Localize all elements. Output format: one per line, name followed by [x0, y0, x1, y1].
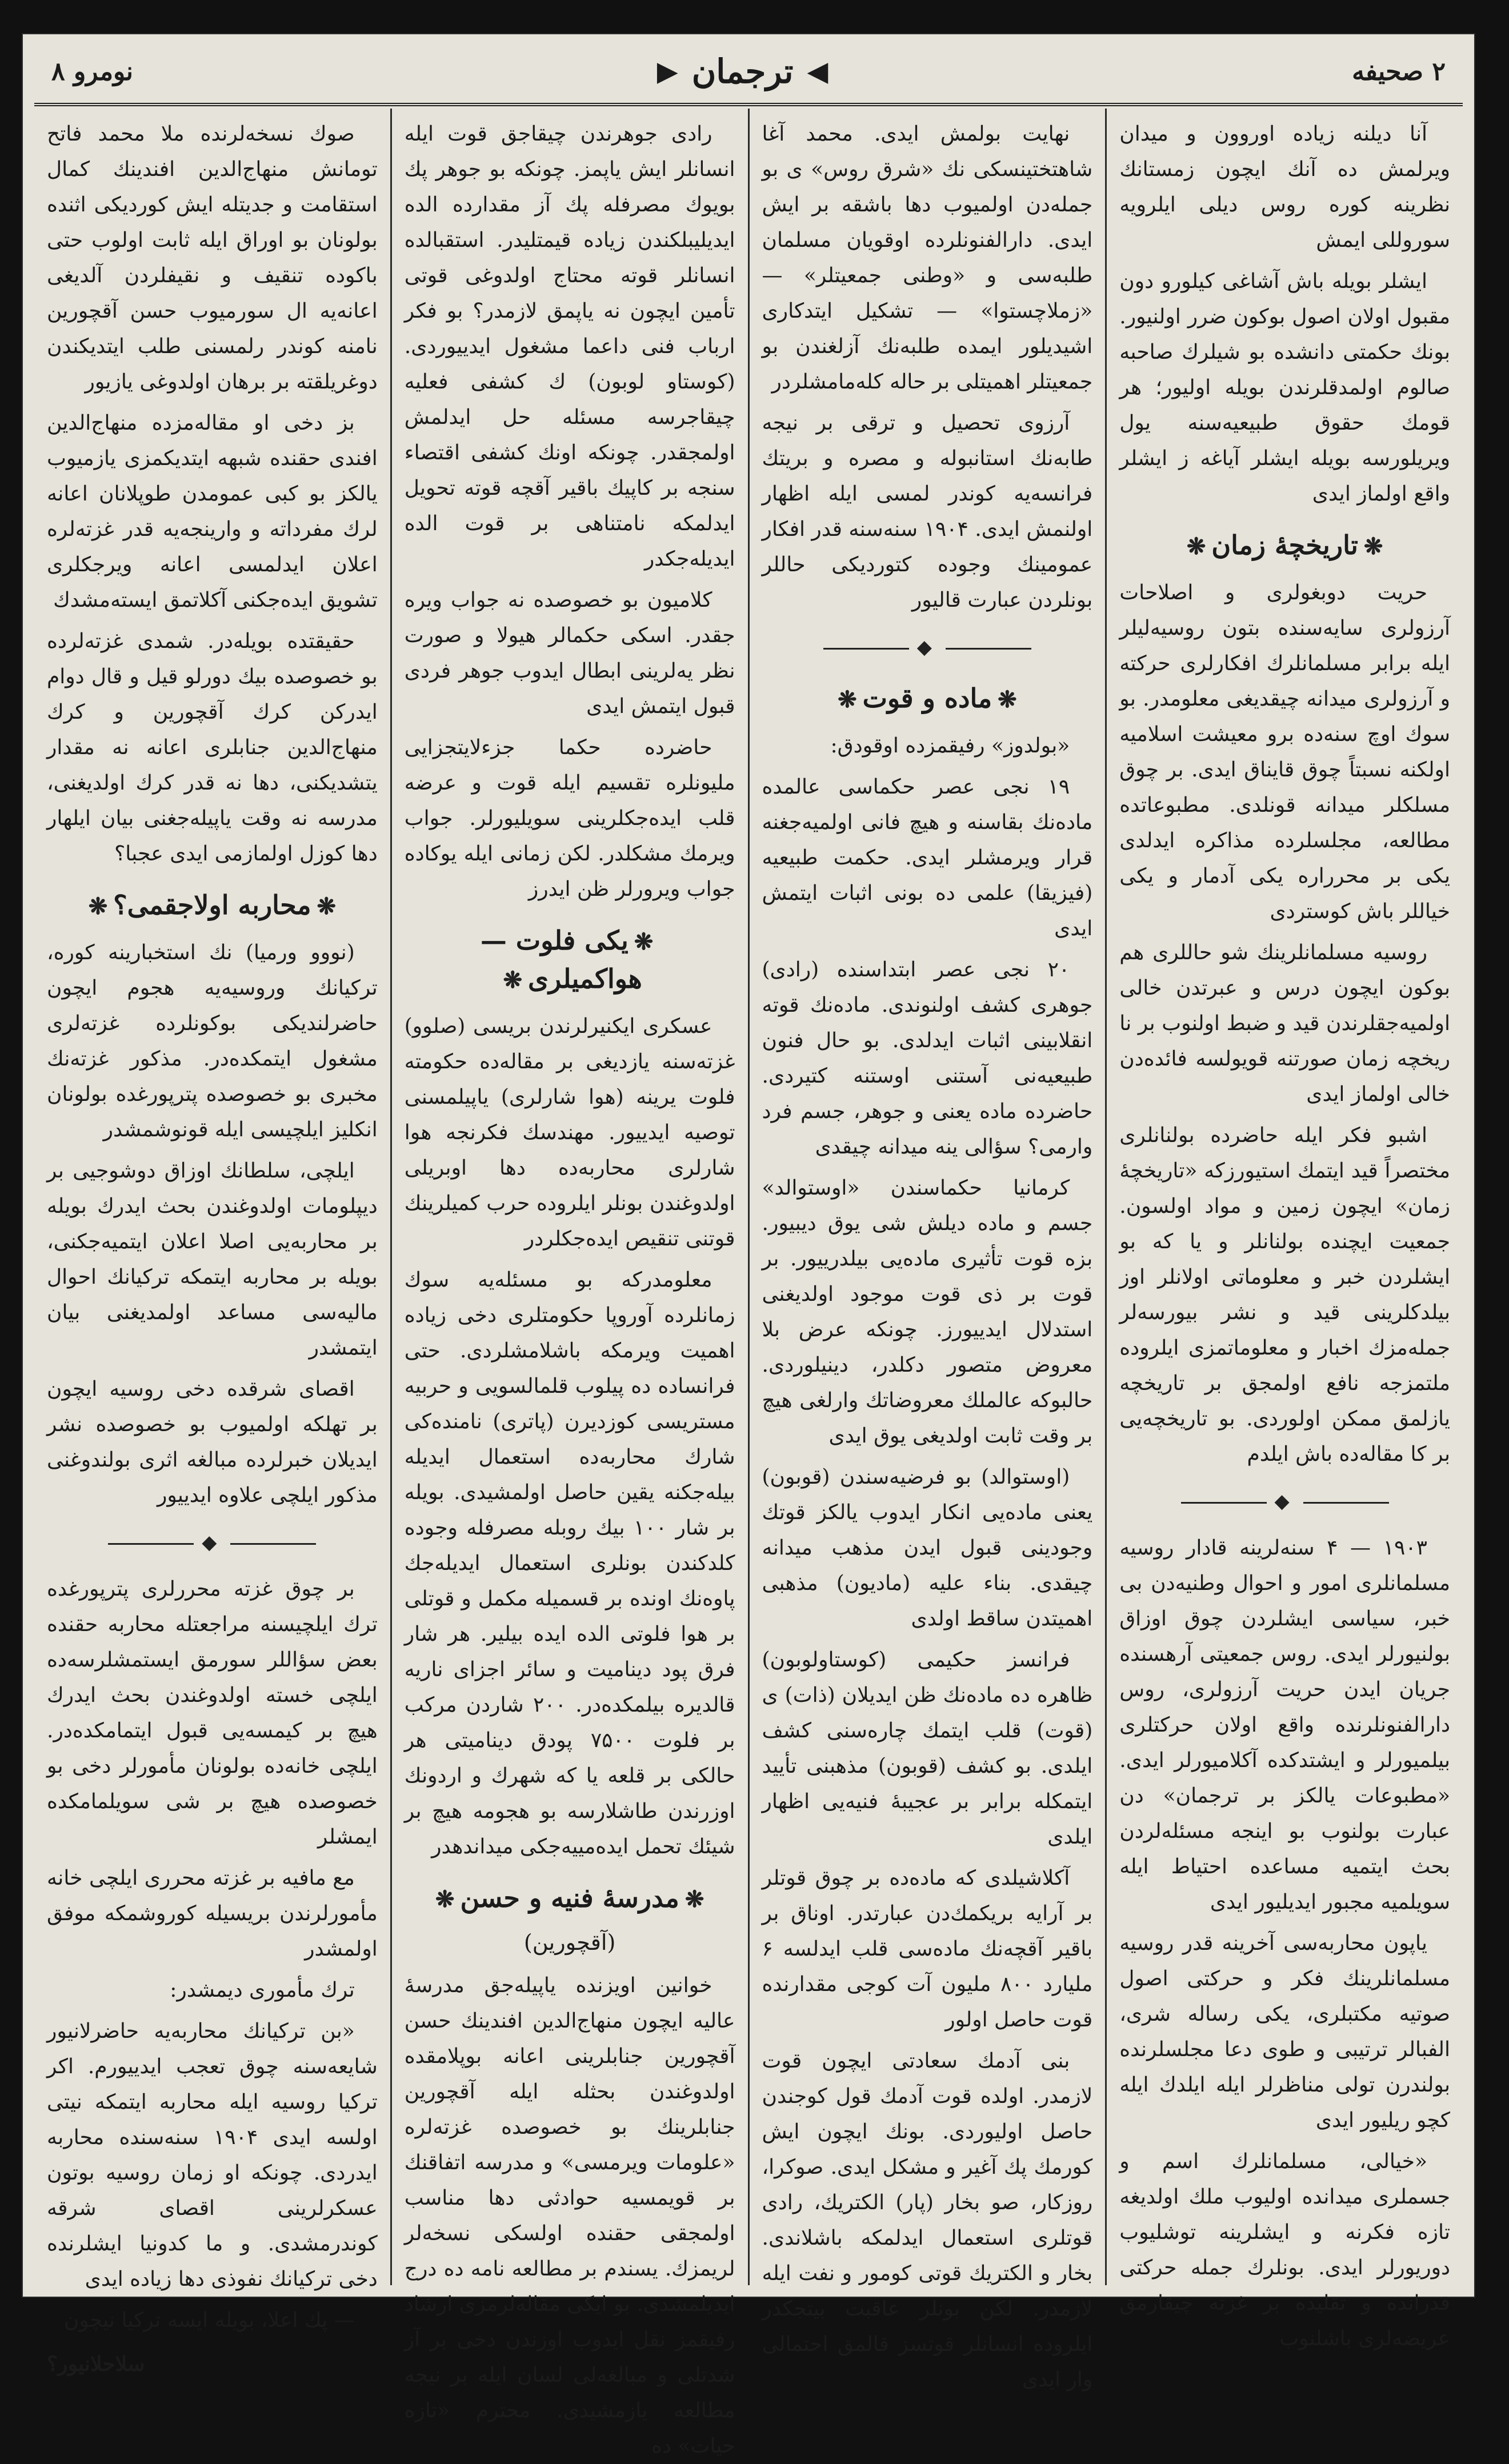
- paragraph: آنا دیلنه زیاده اوروون و میدان ویرلمش ده آنك ایچون زمستانك نظرینه کوره روس دیلی ایلرویه سوروللی ایمش: [1119, 122, 1450, 252]
- paragraph: صوك نسخه‌لرنده ملا محمد فاتح تومانش منهاج‌الدین افندینك کمال استقامت و جدیتله ایش کوردیکی اثنده بولونان بو اوراق ایله ثابت اولوب حتی باکوده تنقیف و نقیفلردن آلدیغی اعانه‌یه ال سورمیوب حسن آقچورین نامنه کوندر رلمسنی طلب ایتدیکندن دوغریلقته بر برهان اولدوغی یازیور: [47, 122, 378, 394]
- section-title: [762, 680, 1093, 718]
- ornament-icon: ❋: [838, 686, 857, 713]
- paragraph: رادی جوهرندن چیقاجق قوت ایله انسانلر ایش یاپمز. چونکه بو جوهر پك بویوك مصرفله پك آز مقدارده الده ایدیلیبلکندن زیاده قیمتلیدر. استقبالده انسانلر قوته محتاج اولدوغی قوتی تأمین ایچون نه یاپمق لازمدر؟ بو فکر ارباب فنی داعما مشغول ایدییوردی. (کوستاو لوبون) ك کشفی فعلیه چیقاجرسه مسئله حل ایدلمش اولمجقدر. چونکه اونك کشفی اقتصاء سنجه بر کاپیك باقیر آقچه قوته تحویل ایدلمکه نامتناهی بر قوت الده ایدیله‌جکدر: [404, 122, 735, 571]
- arrow-right-icon: ▶: [657, 55, 678, 87]
- ornament-icon: ❋: [1186, 533, 1206, 560]
- paragraph: حقیقتده بویله‌در. شمدی غزته‌لرده بو خصوصده بیك دورلو قیل و قال دوام ایدرکن کرك آقچورین و کرك منهاج‌الدین جنابلری اعانه نه مقدار یتشدیکنی، دها نه قدر کرك اولدیغنی، مدرسه نه وقت یاپیله‌جغنی بیان ایلهار دها کوزل اولمازمی ایدی عجبا؟: [47, 630, 378, 866]
- paragraph: بز دخی او مقاله‌مزده منهاج‌الدین افندی حقنده شبهه ایتدیکمزی یازمیوب یالکز بو کبی عمومدن طوپلانان اعانه لرك مفرداته و وارینجه‌یه قدر غزته‌لره اعلان ایدلمسی اعانه ویرجکلری تشویق ایده‌جکنی آکلاتمق ایسته‌مشدك: [47, 411, 378, 612]
- section-divider: ◆: [762, 630, 1093, 665]
- paragraph: یاپون محاربه‌سی آخرینه قدر روسیه مسلمانلرینك فکر و حرکتی اصول صوتیه مکتبلری، یکی رساله شری، الفبالر ترتیبی و طوی دعا مجلسلرنده بولندرن تولی مناظرلر ایله ایلدك ایله کچو ریلیور ایدی: [1119, 1932, 1450, 2132]
- section-divider: ◆: [47, 1525, 378, 1560]
- paragraph: روسیه مسلمانلرینك شو حاللری هم بوکون ایچون درس و عبرتدن خالی اولمیه‌جقلرندن قید و ضبط اولنوب بر نا ریخچه زمان صورتنه قویولسه فائده‌دن خالی اولماز ایدی: [1119, 941, 1450, 1106]
- column-4: [34, 109, 390, 2376]
- paragraph: حریت دوبغولری و اصلاحات آرزولری سایه‌سنده بتون روسیه‌لیلر ایله برابر مسلمانلرك افکارلری حرکته و آرزولری میدانه چیقدیغی معلومدر. بو سوك اوچ سنه‌ده برو معیشت اسلامیه اولکنه نسبتاً چوق قایناق ایدی. بر چوق مسلکلر میدانه قونلدی. مطبوعاتده مطالعه، مجلسلرده مذاکره ایدلدی یکی بر محرراره یکی آدمار و یکی خیاللر باش کوستردی: [1119, 581, 1450, 923]
- column-2: [748, 109, 1106, 2391]
- ornament-icon: ❋: [503, 967, 522, 993]
- paragraph: ترك مأموری دیمشدر:: [170, 1978, 355, 2002]
- paragraph: حاضرده حکما جزءلایتجزایی ملیونلره تقسیم ایله قوت و عرضه قلب ایده‌جکلرینی سویلیورلر. جواب ویرمك مشکلدر. لکن زمانی ایله یوکاده جواب ویرورلر ظن ایدرز: [404, 736, 735, 901]
- paragraph: نهایت بولمش ایدی. محمد آغا شاهتختینسکی نك «شرق روس» ی بو جمله‌دن اولمیوب دها باشقه بر ایش ایدی. دارالفنونلرده اوقویان مسلمان طلبه‌سی و «وطنی جمعیتلر» — «زملاچستوا» — تشکیل ایتدکاری اشیدیلور ایمده طلبه‌نك آزلغندن بو جمعیتلر اهمیتلی بر حاله کله‌مامشلردر: [762, 122, 1093, 394]
- section-title-text: تاریخچهٔ زمان: [1211, 530, 1358, 560]
- paragraph: — پك اعلا، بویله ایسه ترکیا نیچون: [63, 2309, 355, 2332]
- paper-name: ترجمان: [691, 52, 794, 91]
- section-title-text: یکی فلوت — هواکمیلری: [480, 925, 642, 994]
- paragraph: بر چوق غزته محررلری پترپورغده ترك ایلچیسنه مراجعتله محاربه حقنده بعض سؤاللر سورمق ایستمشلرسه‌ده ایلچی خسته اولدوغندن بحث ایدرك هیچ بر کیمسه‌یی قبول ایتمامکده‌در. ایلچی خانه‌ده بولونان مأمورلر دخی بو خصوصده هیچ بر شی سویلمامکده ایمشلر: [47, 1577, 378, 1849]
- ornament-icon: ❋: [685, 1886, 705, 1913]
- arrow-left-icon: ◀: [807, 55, 828, 87]
- paragraph: فرانسز حکیمی (کوستاولوبون) ظاهره ده ماده‌نك ظن ایدیلان (ذات) ی (قوت) قلب ایتمك چاره‌سنی کشف ایلدی. بو کشف (قوبون) مذهبنی تأیید ایتمکله برابر بر عجیبهٔ فنیه‌یی اظهار ایلدی: [762, 1648, 1093, 1849]
- paragraph: ایشلر بویله باش آشاغی کیلورو دون مقبول اولان اصول بوکون ضرر اولنیور. بونك حکمتی دانشده بو شیلرك صاحبه صالوم اولمدقلرندن بویله اولیور؛ هر قومك حقوق طبیعیه‌سنه یول ویریلورسه بویله ایشلر آیاغه ز ایشلر واقع اولماز ایدی: [1119, 270, 1450, 506]
- section-title-text: محاربه اولاجقمی؟: [113, 890, 311, 920]
- article-end-word: سلاحلانیور؟: [47, 2352, 145, 2376]
- paragraph: «بولدوز» رفیقمزده اوقودق:: [830, 734, 1070, 758]
- page-label: ۲ صحیفه: [1352, 57, 1446, 86]
- section-title-text: مدرسهٔ فنیه و حسن: [460, 1882, 679, 1913]
- section-title: [405, 1880, 735, 1918]
- section-title: [405, 922, 735, 999]
- paper-title-group: [657, 52, 828, 91]
- paragraph: «خیالی، مسلمانلرك اسم و جسملری میدانده اولیوب ملك اولدیغه تازه فکرنه و ایشلرینه توشلیوب دوریورلر ایدی. بونلرك جمله حرکتی قدرانده و تقلیده بر غزته چیقارمق عریضه‌لری باشلنوب: [1119, 2150, 1450, 2350]
- paragraph: (اوستوالد) بو فرضیه‌سندن (قوبون) یعنی ماده‌یی انکار ایدوب یالکز قوتك وجودینی قبول ایدن مذهب میدانه چیقدی. بناء علیه (مادیون) مذهبی اهمیتدن ساقط اولدی: [762, 1465, 1093, 1630]
- paragraph: مع مافیه بر غزته محرری ایلچی خانه مأمورلرندن بریسیله کوروشمکه موفق اولمشدر: [47, 1866, 378, 1961]
- section-title-text: ماده و قوت: [862, 683, 992, 714]
- paragraph: ۲۰ نجی عصر ابتداسنده (رادی) جوهری کشف اولنوندی. ماده‌نك قوته انقلابینی اثبات ایدلدی. بو حال فنون طبیعیه‌نی آستنی اوستنه کتیردی. حاضرده ماده یعنی و جوهر، جسم فرد وارمی؟ سؤالی ینه میدانه چیقدی: [762, 958, 1093, 1159]
- section-subtitle: (آقچورین): [523, 1930, 616, 1955]
- ornament-icon: ❋: [317, 893, 337, 920]
- paragraph: «بن ترکیانك محاربه‌یه حاضرلانیور شایعه‌سنه چوق تعجب ایدییورم. اکر ترکیا روسیه ایله محاربه ایتمکه نیتی اولسه ایدی ۱۹۰۴ سنه‌سنده محاربه ایدردی. چونکه او زمان روسیه بوتون عسکرلرینی اقصای شرقه کوندرمشدی. و ما کدونیا ایشلرنده دخی ترکیانك نفوذی دها زیاده ایدی: [47, 2020, 378, 2291]
- paragraph: اشبو فکر ایله حاضرده بولنانلری مختصراً قید ایتمك استیورزکه «تاریخچهٔ زمان» ایچون زمین و مواد اولسون. جمعیت ایچنده بولنانلر و یا که بو ایشلردن خبر و معلوماتی اولانلر اوز بیلدکلرینی قید و نشر بیورسه‌لر جمله‌مزك اخبار و معلوماتمزی ایلروده ملتمزجه نافع اولمجق بر تاریخچه یازلمق ممکن اولوردی. بو تاریخچه‌یی بر کا مقاله‌ده باش ایلدم: [1119, 1124, 1450, 1466]
- ornament-icon: ❋: [634, 928, 654, 955]
- section-title: [47, 887, 378, 925]
- paragraph: کلامیون بو خصوصده نه جواب ویره جقدر. اسکی حکمالر هیولا و صورت نظر یه‌لرینی ابطال ایدوب جوهر فردی قبول ایتمش ایدی: [404, 588, 735, 718]
- newspaper-page: [23, 34, 1474, 2458]
- paragraph: معلومدرکه بو مسئله‌یه سوك زمانلرده آوروپا حکومتلری دخی زیاده اهمیت ویرمکه باشلامشلردی. حتی فرانساده ده پیلوب قلمالسویی و حربیه مستریسی کوزدیرن (پاتری) نامنده‌کی شارك محاربه‌ده استعمال ایدیله بیله‌جکنه یقین حاصل اولمشیدی. بویله بر شار ۱۰۰ بیك روبله مصرفله وجوده کلدکندن بونلری استعمال ایدیله‌جك پاوه‌نك اونده بر قسمیله مکمل و قوتلی بر هوا فلوتی الده ایده بیلیر. هر شار فرق پود دینامیت و سائر اجزای ناریه قالدیره بیلمکده‌در. ۲۰۰ شاردن مرکب بر فلوت ۷۵۰۰ پودق دینامیتی هر حالکی بر قلعه یا که شهرك و اردونك اوزرندن طاشلارسه بو هجومه هیچ بر شیئك تحمل ایده‌مییه‌جکی میداندهدر: [404, 1268, 735, 1858]
- paragraph: آکلاشیلدی که ماده‌ده بر چوق قوتلر بر آرایه بریکمك‌دن عبارتدر. اوناق بر باقیر آقچه‌نك ماده‌سی قلب ایدلسه ۶ ملیارد ۸۰۰ ملیون آت کوجی مقدارنده قوت حاصل اولور: [762, 1866, 1093, 2032]
- ornament-icon: ❋: [998, 686, 1017, 713]
- section-title: [1119, 527, 1450, 565]
- column-1: [1105, 109, 1463, 2350]
- paragraph: خوانین اویزنده یاپیله‌جق مدرسهٔ عالیه ایچون منهاج‌الدین افندینك حسن آقچورین جنابلرینی اعانه بوپلامقده اولدوغندن بحثله ایله آقچورین جنابلرینك بو خصوصده غزته‌لره «علومات ویرمسی» و مدرسه اتفاقنك بر قویمسیه حوادثی دها مناسب اولمجقی حقنده اولسکی نسخه‌لر لریمزك. یسندم بر مطالعه نامه ده درج ایدیلمشدی. بو ایکی مقاله‌لرمزی ارشاد رفیقمز نقل ایدوب اوزندن دخی بر آز شدتلی و مبالغه‌لی لسان ایله بر نیجه مطالعه یازمشیدی. محترم «تازه حیات» ده: [404, 1974, 735, 2458]
- paragraph: آرزوی تحصیل و ترقی بر نیجه طابه‌نك استانبوله و مصره و بریتك فرانسه‌یه کوندر لمسی ایله اظهار اولنمش ایدی. ۱۹۰۴ سنه‌سنه قدر افکار عمومینك وجوده کتوردیکی حاللر بونلردن عبارت قالیور: [762, 411, 1093, 612]
- paragraph: ایلچی، سلطانك اوزاق دوشوجیی بر دیپلومات اولدوغندن بحث ایدرك بویله بر محاربه‌یی اصلا اعلان ایتمیه‌جکنی، بویله بر محاربه ایتمکه ترکیانك احوال مالیه‌سی مساعد اولمدیغنی بیان ایتمشدر: [47, 1159, 378, 1360]
- paragraph: (نووو ورمیا) نك استخبارینه کوره، ترکیانك وروسیه‌یه هجوم ایچون حاضرلندیکی بوکونلرده غزته‌لری مشغول ایتمکده‌در. مذکور غزته‌نك مخبری بو خصوصده پترپورغده بولونان انکلیز ایلچیسی ایله قونوشمشدر: [47, 941, 378, 1141]
- section-divider: ◆: [1119, 1484, 1450, 1519]
- article-columns: [34, 109, 1463, 2458]
- paragraph: ۱۹ نجی عصر حکماسی عالمده ماده‌نك بقاسنه و هیچ فانی اولمیه‌جغنه قرار ویرمشلر ایدی. حکمت طبیعیه (فیزیقا) علمی ده بونی اثبات ایتمش ایدی: [762, 775, 1093, 940]
- column-3: [390, 109, 748, 2458]
- ornament-icon: ❋: [435, 1886, 455, 1913]
- ornament-icon: ❋: [88, 893, 108, 920]
- paragraph: بنی آدمك سعادتی ایچون قوت لازمدر. اولده قوت آدمك قول کوجندن حاصل اولیوردی. بونك ایچون ایش کورمك پك آغیر و مشکل ایدی. صوکرا، روزکار، صو بخار (پار) الکتریك، رادی قوتلری استعمال ایدلمکه باشلاندی. بخار و الکتریك قوتی کومور و نفت ایله لازمدر. لکن بونلر عاقبت بیتجکدر ایلروده انسانلر قوتسز قالمق احتمالی وار ایدی: [762, 2049, 1093, 2391]
- issue-number: نومرو ۸: [51, 57, 134, 86]
- paragraph: عسکری ایکنیرلرندن بریسی (صلوو) غزته‌سنه یازدیغی بر مقاله‌ده حکومته فلوت یرینه (هوا شارلری) یاپیلمسنی توصیه ایدییور. مهندسك فکرنجه هوا شارلری محاربه‌ده دها اوبریلی اولدوغندن بونلر ایلروده حرب کمیلرینك قوتنی تنقیص ایده‌جکلردر: [404, 1015, 735, 1251]
- masthead: [34, 40, 1463, 106]
- paragraph: کرمانیا حکماسندن «اوستوالد» جسم و ماده دیلش شی یوق دیبیور. بزه قوت تأثیری ماده‌یی بیلدرییور. بر قوت بر ذی قوت موجود اولدیغنی استدلال ایدییورز. چونکه عرض بلا معروض متصور دکلدر، دینیلوردی. حالبوکه عالملك معروضاتك وارلغی هیچ بر وقت ثابت اولدیغی یوق ایدی: [762, 1176, 1093, 1448]
- paragraph: اقصای شرقده دخی روسیه ایچون بر تهلکه اولمیوب بو خصوصده نشر ایدیلان خبرلرده مبالغه اثری بولندوغنی مذکور ایلچی علاوه ایدییور: [47, 1377, 378, 1507]
- paragraph: ۱۹۰۳ — ۴ سنه‌لرینه قادار روسیه مسلمانلری امور و احوال وطنیه‌دن بی خبر، سیاسی ایشلردن چوق اوزاق بولنیورلر ایدی. روس جمعیتی آرهسنده جریان ایدن حریت آرزولری، روس دارالفنونلرنده واقع اولان حرکتلری بیلمیورلر و ایشتدکده آکلامیورلر ایدی. «مطبوعات یالکز بر ترجمان» دن عبارت بولنوب بو اینجه مسئله‌لردن بحث ایتمیه مساعده احتیاط ایله سویلمیه مجبور ایدیلیور ایدی: [1119, 1536, 1450, 1914]
- ornament-icon: ❋: [1363, 533, 1383, 560]
